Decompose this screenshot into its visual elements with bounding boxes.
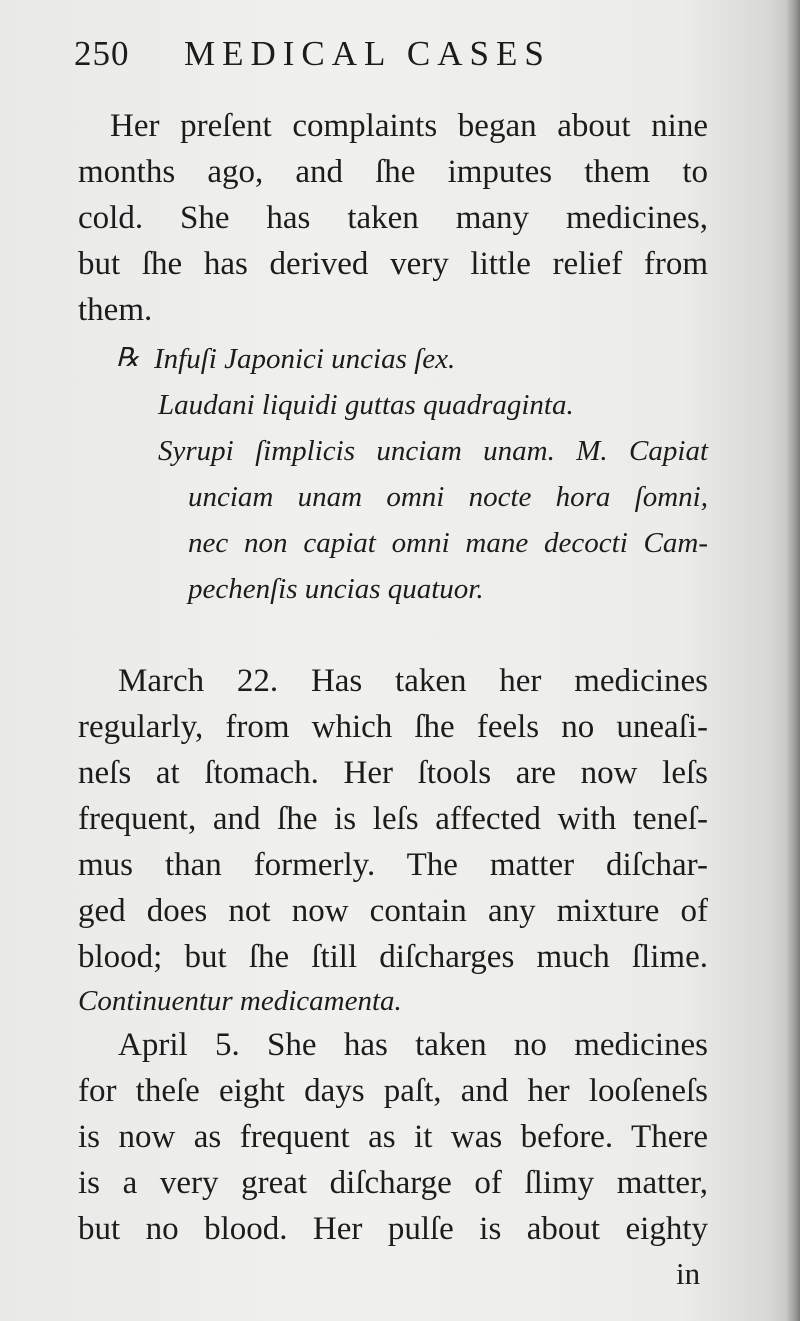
page-number: 250 <box>74 34 130 73</box>
text-line: mus than formerly. The matter diſchar- <box>78 847 708 883</box>
text-line: ged does not now contain any mixture of <box>78 893 708 929</box>
text-line: is now as frequent as it was before. There <box>78 1119 708 1155</box>
recipe-symbol: ℞ <box>116 343 140 373</box>
text-line: Her preſent complaints began about nine <box>110 108 708 144</box>
page-header <box>74 34 634 84</box>
text-line: months ago, and ſhe imputes them to <box>78 154 708 190</box>
prescription-line: Infuſi Japonici uncias ſex. <box>154 343 456 375</box>
text-line: is a very great diſcharge of ſlimy matter, <box>78 1165 708 1201</box>
text-line: but ſhe has derived very little relief from <box>78 246 708 282</box>
italic-instruction: Continuentur medicamenta. <box>78 985 402 1017</box>
prescription-line: Laudani liquidi guttas quadraginta. <box>158 389 574 421</box>
text-line: April 5. She has taken no medicines <box>118 1027 708 1063</box>
text-line: cold. She has taken many medicines, <box>78 200 708 236</box>
prescription-line: pechenſis uncias quatuor. <box>188 573 484 605</box>
page-edge-shadow <box>786 0 800 1321</box>
running-title: MEDICAL CASES <box>184 34 551 73</box>
text-line: but no blood. Her pulſe is about eighty <box>78 1211 708 1247</box>
prescription-line: Syrupi ſimplicis unciam unam. M. Capiat <box>158 435 708 467</box>
catchword: in <box>676 1256 701 1291</box>
prescription-line: nec non capiat omni mane decocti Cam- <box>188 527 708 559</box>
text-line: them. <box>78 292 153 328</box>
prescription-line: unciam unam omni nocte hora ſomni, <box>188 481 708 513</box>
text-line: for theſe eight days paſt, and her looſeneſs <box>78 1073 708 1109</box>
text-line: blood; but ſhe ſtill diſcharges much ſlime. <box>78 939 708 975</box>
text-line: frequent, and ſhe is leſs affected with teneſ- <box>78 801 708 837</box>
text-line: March 22. Has taken her medicines <box>118 663 708 699</box>
text-line: neſs at ſtomach. Her ſtools are now leſs <box>78 755 708 791</box>
text-line: regularly, from which ſhe feels no uneaſi- <box>78 709 708 745</box>
